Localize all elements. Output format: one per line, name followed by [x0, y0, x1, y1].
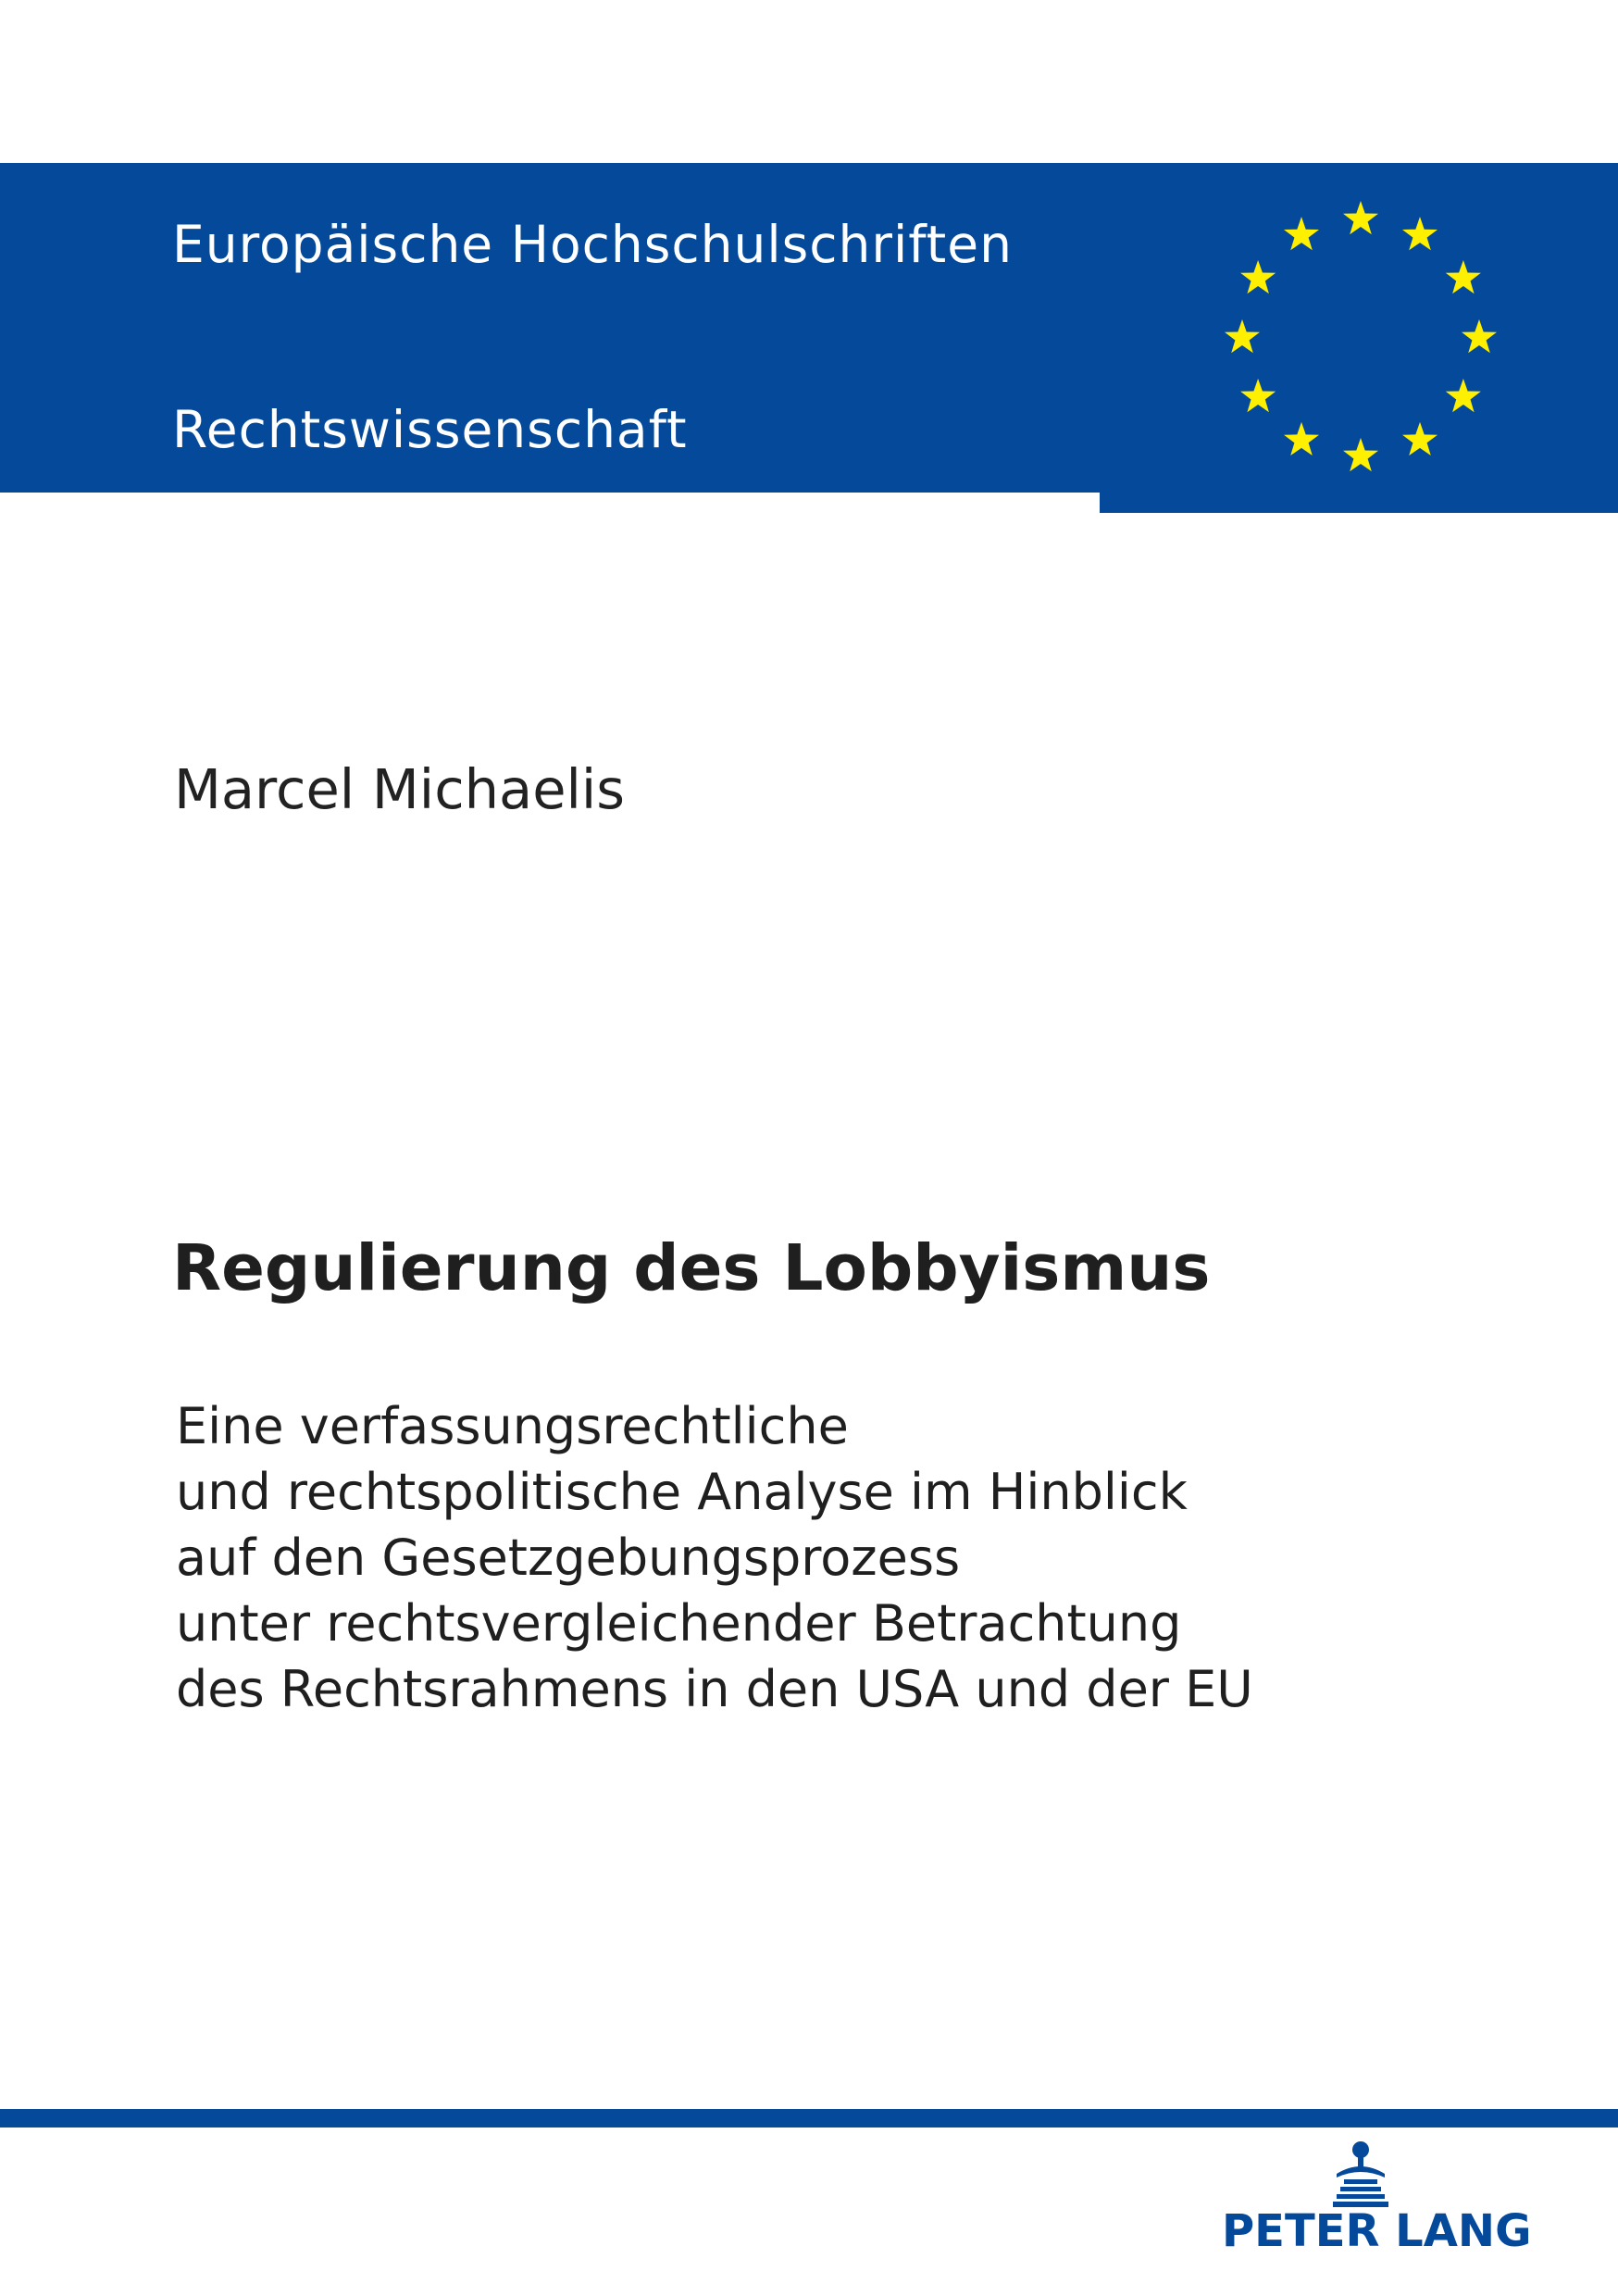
- star-icon: [1402, 422, 1438, 455]
- bottom-rule: [0, 2109, 1618, 2128]
- star-icon: [1284, 422, 1319, 455]
- subtitle-line: unter rechtsvergleichender Betrachtung: [176, 1594, 1182, 1653]
- publisher-name: PETER LANG: [1222, 2205, 1532, 2257]
- star-icon: [1225, 319, 1260, 353]
- star-icon: [1446, 379, 1481, 412]
- subtitle-line: Eine verfassungsrechtliche: [176, 1397, 849, 1455]
- series-subtitle: Rechtswissenschaft: [172, 400, 688, 459]
- star-icon: [1402, 217, 1438, 250]
- star-icon: [1462, 319, 1497, 353]
- star-icon: [1240, 379, 1276, 412]
- book-subtitle: [176, 1393, 1253, 1722]
- subtitle-line: auf den Gesetzgebungsprozess: [176, 1529, 961, 1587]
- star-icon: [1284, 217, 1319, 250]
- star-icon: [1343, 201, 1378, 234]
- book-title: Regulierung des Lobbyismus: [172, 1231, 1211, 1305]
- series-title: Europäische Hochschulschriften: [172, 215, 1013, 274]
- subtitle-line: des Rechtsrahmens in den USA und der EU: [176, 1660, 1253, 1718]
- star-icon: [1240, 260, 1276, 293]
- star-icon: [1446, 260, 1481, 293]
- subtitle-line: und rechtspolitische Analyse im Hinblick: [176, 1463, 1188, 1521]
- author-name: Marcel Michaelis: [174, 757, 626, 821]
- star-icon: [1343, 438, 1378, 471]
- band-divider: [0, 493, 1100, 513]
- eu-stars-circle-icon: [1203, 194, 1518, 481]
